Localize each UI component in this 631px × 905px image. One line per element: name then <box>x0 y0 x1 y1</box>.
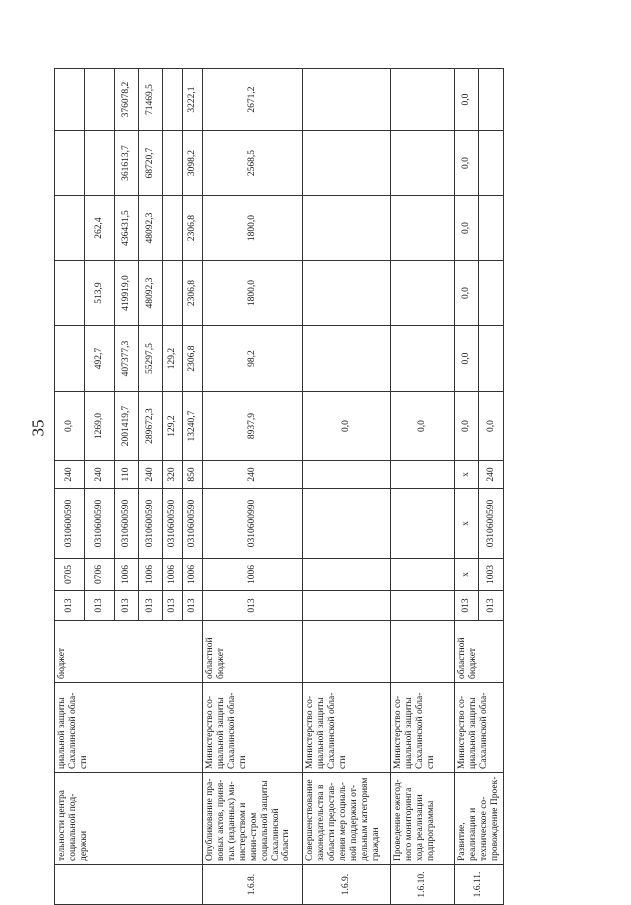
budget-code-cell: 1003 <box>479 559 503 591</box>
budget-code-cell: 320 <box>163 461 183 489</box>
amount-cell: 419919,0 <box>115 261 139 326</box>
amount-cell <box>391 131 455 196</box>
table-row <box>55 14 85 905</box>
amount-cell <box>303 326 391 392</box>
budget-code-cell: 1006 <box>203 559 303 591</box>
budget-table <box>54 14 504 905</box>
amount-cell <box>85 69 115 131</box>
funding-source: областной бюджет <box>455 621 504 683</box>
executor: Министерство со-циальной защиты Сахалинской обла- <box>455 683 504 773</box>
amount-cell: 13240,7 <box>183 392 203 461</box>
budget-code-cell: 1006 <box>163 559 183 591</box>
amount-cell: 492,7 <box>85 326 115 392</box>
activity-name: Проведение ежегод-ного мониторинга хода реализации подпрограммы <box>391 773 455 865</box>
amount-cell <box>479 69 503 131</box>
amount-cell <box>55 326 85 392</box>
budget-code-cell: 0310600590 <box>163 489 183 559</box>
amount-cell: 0,0 <box>455 261 479 326</box>
row-number <box>55 865 203 905</box>
amount-cell: 2306,8 <box>183 261 203 326</box>
amount-cell: 2306,8 <box>183 196 203 261</box>
funding-source: областной бюджет <box>203 621 303 683</box>
budget-code-cell: 013 <box>139 591 163 621</box>
funding-source <box>391 621 455 683</box>
budget-code-cell: 110 <box>115 461 139 489</box>
budget-code-cell: 0310600590 <box>479 489 503 559</box>
amount-cell <box>479 131 503 196</box>
amount-cell <box>303 196 391 261</box>
amount-cell: 0,0 <box>455 392 479 461</box>
amount-cell <box>163 196 183 261</box>
amount-cell: 8937,9 <box>203 392 303 461</box>
activity-name: Развитие, реализация и техническое со-провождение Проек- <box>455 773 504 865</box>
budget-code-cell: 013 <box>203 591 303 621</box>
budget-code-cell: 013 <box>55 591 85 621</box>
table-row <box>203 14 303 905</box>
amount-cell: 407377,3 <box>115 326 139 392</box>
amount-cell <box>391 196 455 261</box>
budget-code-cell: x <box>455 559 479 591</box>
table-row <box>455 14 479 905</box>
amount-cell <box>163 131 183 196</box>
budget-code-cell: 1006 <box>183 559 203 591</box>
budget-code-cell: 013 <box>479 591 503 621</box>
row-number: 1.6.8. <box>203 865 303 905</box>
row-number: 1.6.10. <box>391 865 455 905</box>
amount-cell: 55297,5 <box>139 326 163 392</box>
amount-cell: 1800,0 <box>203 261 303 326</box>
table-row <box>303 14 391 905</box>
amount-cell <box>163 69 183 131</box>
amount-cell <box>391 261 455 326</box>
amount-cell: 1800,0 <box>203 196 303 261</box>
executor: циальной защиты Сахалинской обла-сти <box>55 683 203 773</box>
budget-code-cell <box>303 559 391 591</box>
amount-cell: 0,0 <box>455 69 479 131</box>
amount-cell: 2671,2 <box>203 69 303 131</box>
amount-cell: 0,0 <box>455 131 479 196</box>
executor: Министерство со-циальной защиты Сахалинской обла-сти <box>303 683 391 773</box>
amount-cell: 361613,7 <box>115 131 139 196</box>
funding-source: бюджет <box>55 621 203 683</box>
budget-code-cell: x <box>455 489 479 559</box>
page-number: 35 <box>28 419 48 437</box>
row-number: 1.6.11. <box>455 865 504 905</box>
amount-cell: 48092,3 <box>139 196 163 261</box>
amount-cell <box>55 261 85 326</box>
amount-cell: 262,4 <box>85 196 115 261</box>
executor: Министерство со-циальной защиты Сахалинской обла-сти <box>391 683 455 773</box>
amount-cell: 129,2 <box>163 326 183 392</box>
budget-code-cell: 0706 <box>85 559 115 591</box>
amount-cell <box>479 326 503 392</box>
amount-cell <box>85 131 115 196</box>
amount-cell <box>163 261 183 326</box>
table-body <box>55 14 504 905</box>
budget-code-cell: 0705 <box>55 559 85 591</box>
budget-code-cell <box>303 591 391 621</box>
amount-cell: 2306,8 <box>183 326 203 392</box>
budget-code-cell: 0310600590 <box>85 489 115 559</box>
budget-code-cell: 013 <box>85 591 115 621</box>
budget-code-cell: x <box>455 461 479 489</box>
budget-code-cell <box>303 489 391 559</box>
table-viewport <box>54 14 624 905</box>
amount-cell: 0,0 <box>479 392 503 461</box>
amount-cell <box>55 69 85 131</box>
executor: Министерство со-циальной защиты Сахалинской обла-сти <box>203 683 303 773</box>
activity-name: Совершенствование законодательства в области предостав-ления мер социаль-ной поддержки от-дельным категориям граждан <box>303 773 391 865</box>
rotated-table-container <box>54 14 624 905</box>
amount-cell: 0,0 <box>455 196 479 261</box>
amount-cell: 129,2 <box>163 392 183 461</box>
amount-cell <box>55 196 85 261</box>
table-row <box>391 14 455 905</box>
amount-cell <box>479 196 503 261</box>
amount-cell: 2001419,7 <box>115 392 139 461</box>
amount-cell: 0,0 <box>303 392 391 461</box>
amount-cell: 436431,5 <box>115 196 139 261</box>
budget-code-cell: 0310600590 <box>115 489 139 559</box>
amount-cell: 3098,2 <box>183 131 203 196</box>
amount-cell <box>55 131 85 196</box>
activity-name: Опубликование пра-вовых актов, приня-тых (изданных) ми-нистерством и мини-стром социальной защиты Сахалинской области <box>203 773 303 865</box>
budget-code-cell: 013 <box>183 591 203 621</box>
amount-cell: 289672,3 <box>139 392 163 461</box>
budget-code-cell: 240 <box>139 461 163 489</box>
amount-cell <box>391 326 455 392</box>
amount-cell: 376078,2 <box>115 69 139 131</box>
budget-code-cell <box>303 461 391 489</box>
amount-cell: 513,9 <box>85 261 115 326</box>
budget-code-cell <box>391 461 455 489</box>
budget-code-cell: 013 <box>115 591 139 621</box>
amount-cell: 48092,3 <box>139 261 163 326</box>
budget-code-cell <box>391 489 455 559</box>
budget-code-cell: 0310600990 <box>203 489 303 559</box>
budget-code-cell: 0310600590 <box>55 489 85 559</box>
amount-cell: 68720,7 <box>139 131 163 196</box>
activity-name: тельности центра социальной под-держки <box>55 773 203 865</box>
budget-code-cell: 850 <box>183 461 203 489</box>
amount-cell <box>479 261 503 326</box>
budget-code-cell: 240 <box>479 461 503 489</box>
budget-code-cell: 240 <box>85 461 115 489</box>
budget-code-cell: 240 <box>203 461 303 489</box>
budget-code-cell: 013 <box>455 591 479 621</box>
row-number: 1.6.9. <box>303 865 391 905</box>
amount-cell <box>391 69 455 131</box>
budget-code-cell: 1006 <box>139 559 163 591</box>
amount-cell <box>303 261 391 326</box>
budget-code-cell: 0310600590 <box>139 489 163 559</box>
budget-code-cell: 240 <box>55 461 85 489</box>
amount-cell <box>303 131 391 196</box>
budget-code-cell: 0310600590 <box>183 489 203 559</box>
amount-cell: 3222,1 <box>183 69 203 131</box>
amount-cell: 98,2 <box>203 326 303 392</box>
amount-cell <box>303 69 391 131</box>
amount-cell: 71469,5 <box>139 69 163 131</box>
budget-code-cell: 013 <box>163 591 183 621</box>
budget-code-cell <box>391 559 455 591</box>
funding-source <box>303 621 391 683</box>
amount-cell: 2568,5 <box>203 131 303 196</box>
amount-cell: 0,0 <box>455 326 479 392</box>
amount-cell: 0,0 <box>391 392 455 461</box>
budget-code-cell: 1006 <box>115 559 139 591</box>
budget-code-cell <box>391 591 455 621</box>
amount-cell: 0,0 <box>55 392 85 461</box>
amount-cell: 1269,0 <box>85 392 115 461</box>
